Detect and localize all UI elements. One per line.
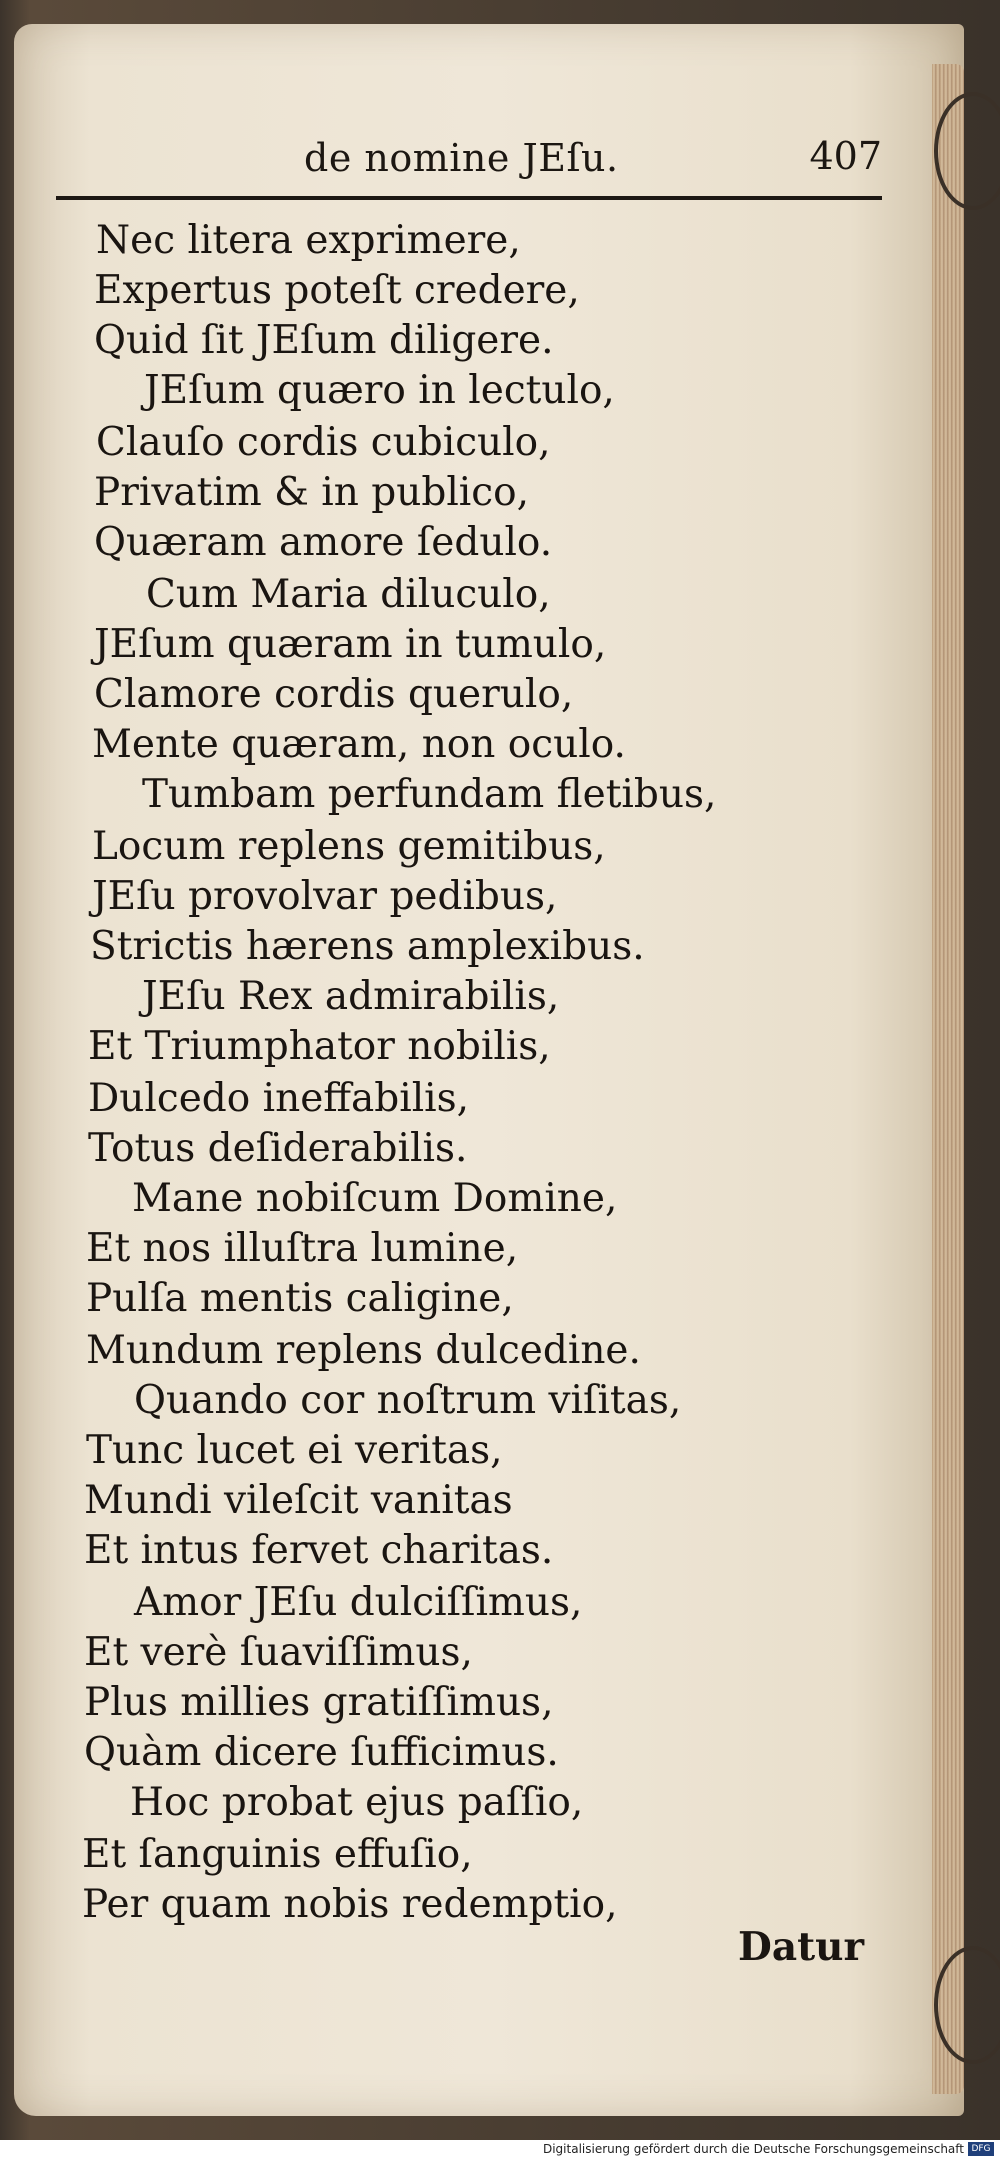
verse-line: Mundi vileſcit vanitas [84, 1478, 513, 1523]
verse-line: Strictis hærens amplexibus. [90, 924, 645, 969]
verse-line: Amor JEſu dulciſſimus, [134, 1580, 583, 1625]
verse-line: Privatim & in publico, [94, 470, 529, 515]
verse-line: Quid ſit JEſum diligere. [94, 318, 554, 363]
verse-line: JEſu Rex admirabilis, [142, 974, 560, 1019]
verse-line: Hoc probat ejus paſſio, [130, 1780, 584, 1825]
verse-line: Et Triumphator nobilis, [88, 1024, 551, 1069]
verse-line: Mundum replens dulcedine. [86, 1328, 641, 1373]
verse-line: Quæram amore ſedulo. [94, 520, 553, 565]
verse-line: Pulſa mentis caligine, [86, 1276, 514, 1321]
verse-line: Locum replens gemitibus, [92, 824, 606, 869]
page-number: 407 [809, 134, 882, 178]
catchword: Datur [738, 1924, 865, 1970]
verse-line: Et verè ſuaviſſimus, [84, 1630, 473, 1675]
verse-line: Mane nobiſcum Domine, [132, 1176, 618, 1221]
verse-line: Et intus fervet charitas. [84, 1528, 554, 1573]
digitization-credit: Digitalisierung gefördert durch die Deutsche Forschungsgemeinschaft [542, 2142, 964, 2156]
verse-line: JEſum quæro in lectulo, [144, 368, 615, 413]
verse-line: Et nos illuſtra lumine, [86, 1226, 519, 1271]
verse-line: Quando cor noſtrum viſitas, [134, 1378, 682, 1423]
verse-line: Expertus poteſt credere, [94, 268, 580, 313]
running-title: de nomine JEſu. [304, 136, 619, 180]
verse-line: JEſum quæram in tumulo, [94, 622, 607, 667]
verse-line: Plus millies gratiſſimus, [84, 1680, 554, 1725]
dfg-logo-icon: DFG [968, 2142, 994, 2156]
verse-line: JEſu provolvar pedibus, [92, 874, 558, 919]
verse-line: Mente quæram, non oculo. [92, 722, 626, 767]
verse-line: Nec litera exprimere, [96, 218, 521, 263]
verse-line: Quàm dicere ſufficimus. [84, 1730, 559, 1775]
verse-line: Et ſanguinis effuſio, [82, 1832, 473, 1877]
verse-line: Cum Maria diluculo, [146, 572, 551, 617]
verse-line: Clauſo cordis cubiculo, [96, 420, 551, 465]
verse-line: Tumbam perfundam fletibus, [142, 772, 717, 817]
page-fore-edge [932, 64, 964, 2094]
verse-line: Dulcedo ineffabilis, [88, 1076, 470, 1121]
verse-line: Clamore cordis querulo, [94, 672, 574, 717]
header-rule [56, 196, 882, 200]
verse-line: Per quam nobis redemptio, [82, 1882, 618, 1927]
page-header [60, 130, 882, 190]
verse-line: Tunc lucet ei veritas, [86, 1428, 503, 1473]
verse-line: Totus deſiderabilis. [88, 1126, 468, 1171]
